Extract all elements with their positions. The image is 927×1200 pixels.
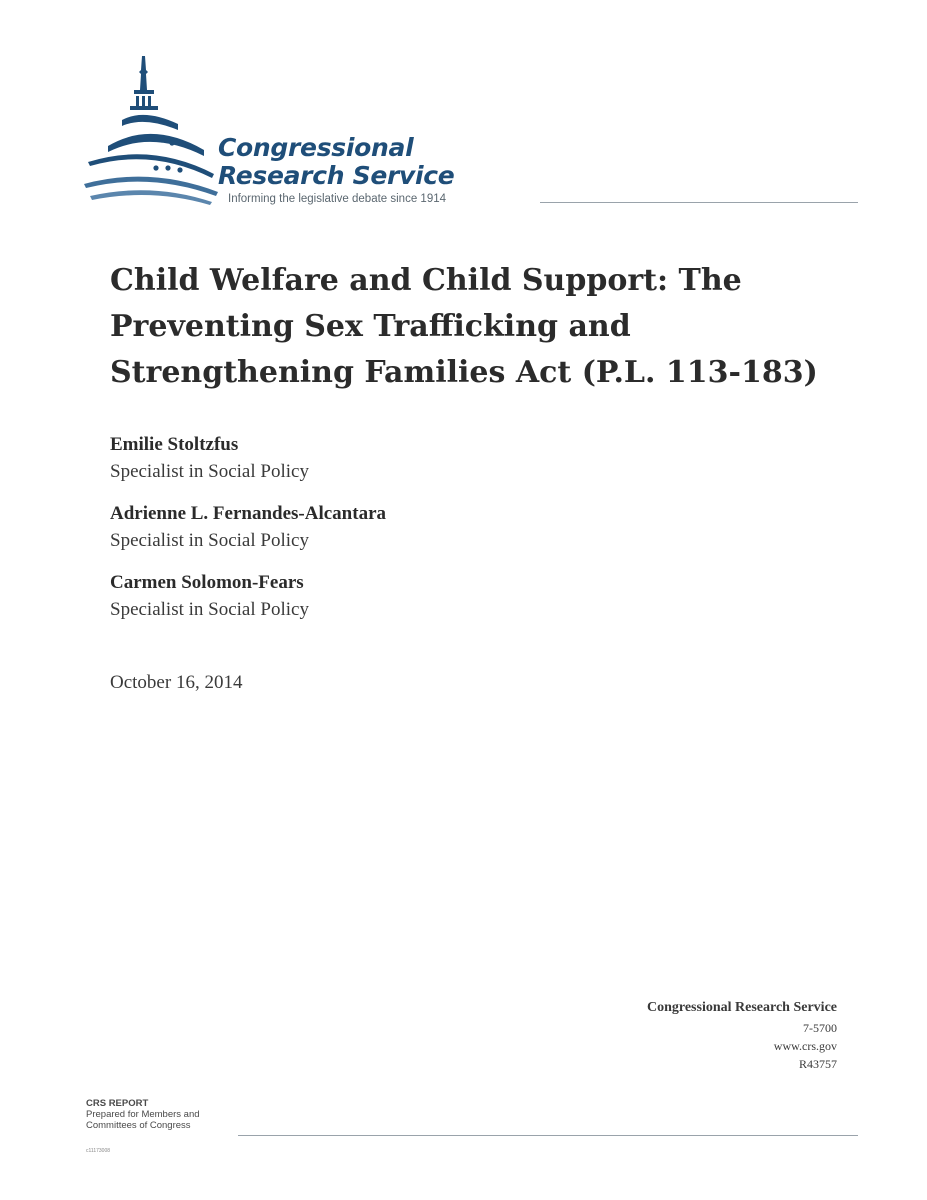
report-date: October 16, 2014	[110, 672, 243, 693]
footer-note	[86, 1098, 200, 1131]
footer-code: c11173008	[86, 1148, 111, 1154]
tagline: Informing the legislative debate since 1914	[228, 193, 447, 205]
author-name: Adrienne L. Fernandes-Alcantara	[110, 503, 387, 524]
author-entry	[110, 570, 610, 624]
crs-info-number: 7-5700	[803, 1021, 837, 1035]
organization-name-line1: Congressional	[218, 133, 414, 162]
crs-info-org: Congressional Research Service	[646, 1000, 837, 1015]
report-title: Child Welfare and Child Support: The Preventing Sex Trafficking and Strengthening Families Act (P.L. 113-183)	[110, 263, 818, 390]
capitol-dome-icon	[82, 50, 232, 210]
footer-line: Committees of Congress	[86, 1120, 191, 1131]
crs-info-report-id: R43757	[798, 1057, 837, 1071]
author-role: Specialist in Social Policy	[110, 461, 309, 482]
author-role: Specialist in Social Policy	[110, 599, 309, 620]
header-divider	[540, 202, 858, 203]
author-role: Specialist in Social Policy	[110, 530, 309, 551]
author-entry	[110, 501, 610, 555]
footer-divider	[238, 1135, 858, 1136]
organization-name-line2: Research Service	[218, 161, 455, 190]
author-entry	[110, 432, 610, 486]
author-name: Carmen Solomon-Fears	[110, 572, 304, 593]
footer-line: Prepared for Members and	[86, 1109, 200, 1120]
author-list	[110, 432, 610, 639]
author-name: Emilie Stoltzfus	[110, 434, 239, 455]
footer-heading: CRS REPORT	[86, 1098, 149, 1109]
crs-info-website: www.crs.gov	[773, 1039, 837, 1053]
crs-info-block	[647, 997, 837, 1073]
organization-name	[218, 134, 454, 190]
